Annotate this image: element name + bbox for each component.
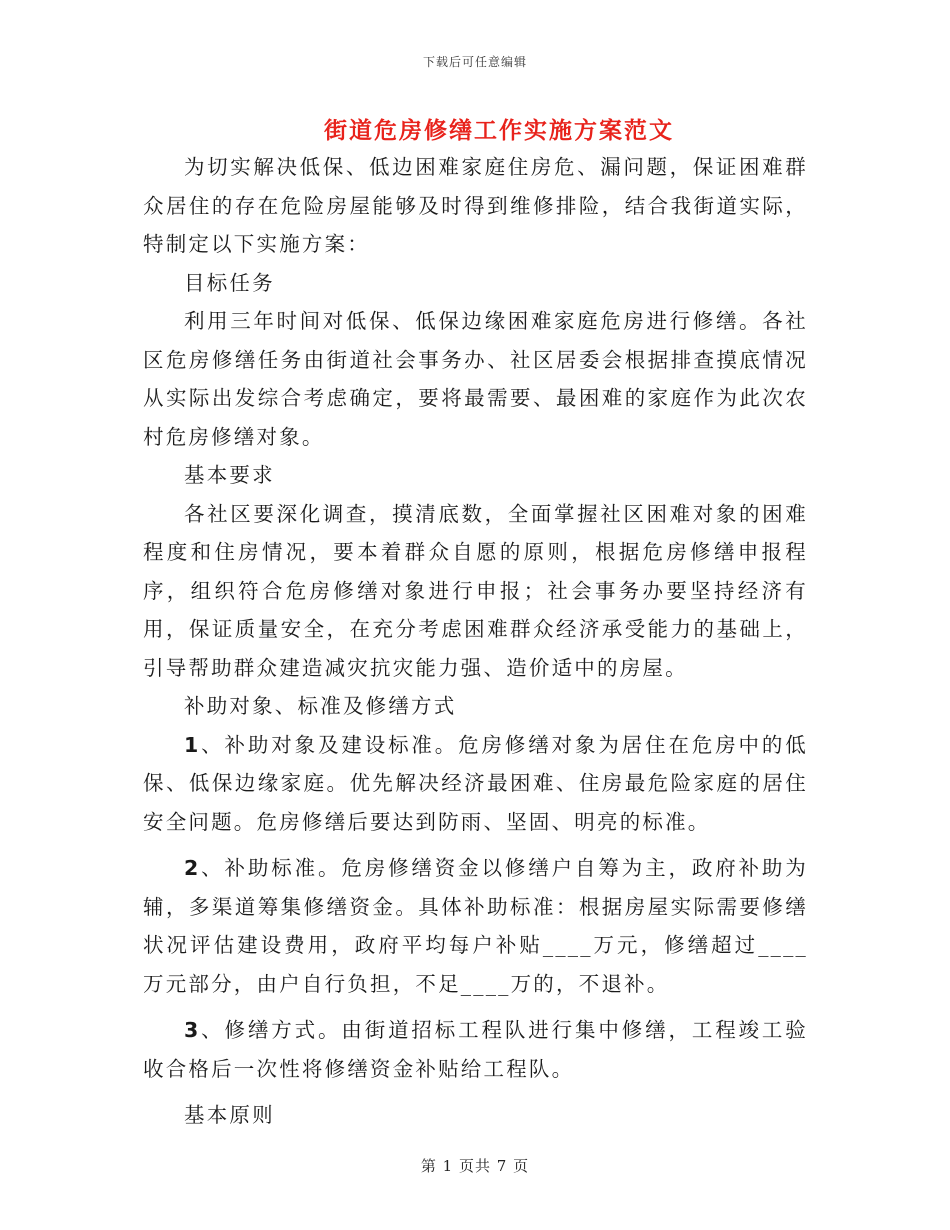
intro-paragraph: 为切实解决低保、低边困难家庭住房危、漏问题，保证困难群众居住的存在危险房屋能够及时得到维修排险，结合我街道实际，特制定以下实施方案： xyxy=(143,155,808,256)
item-text: 、补助标准。危房修缮资金以修缮户自筹为主，政府补助为辅，多渠道筹集修缮资金。具体补助标准：根据房屋实际需要修缮状况评估建设费用，政府平均每户补贴____万元，修缮超过____万元部分，由户自行负担，不足____万的，不退补。 xyxy=(143,856,808,996)
item-number: 1 xyxy=(184,732,201,757)
item-text: 、修缮方式。由街道招标工程队进行集中修缮，工程竣工验收合格后一次性将修缮资金补贴给工程队。 xyxy=(143,1018,808,1081)
document-title: 街道危房修缮工作实施方案范文 xyxy=(324,117,674,144)
section-heading-principles: 基本原则 xyxy=(184,1103,275,1127)
requirements-paragraph: 各社区要深化调查，摸清底数，全面掌握社区困难对象的困难程度和住房情况，要本着群众自愿的原则，根据危房修缮申报程序，组织符合危房修缮对象进行申报；社会事务办要坚持经济有用，保证质量安全，在充分考虑困难群众经济承受能力的基础上，引导帮助群众建造减灾抗灾能力强、造价适中的房屋。 xyxy=(143,501,808,680)
item-number: 2 xyxy=(184,856,201,880)
subsidy-item-3 xyxy=(143,1011,808,1088)
section-heading-requirements: 基本要求 xyxy=(184,463,275,487)
section-heading-goal: 目标任务 xyxy=(184,270,275,295)
item-text: 、补助对象及建设标准。危房修缮对象为居住在危房中的低保、低保边缘家庭。优先解决经济最困难、住房最危险家庭的居住安全问题。危房修缮后要达到防雨、坚固、明亮的标准。 xyxy=(143,732,808,834)
subsidy-item-1 xyxy=(143,726,808,842)
section-heading-subsidy: 补助对象、标准及修缮方式 xyxy=(184,694,457,718)
header-note: 下载后可任意编辑 xyxy=(422,55,527,69)
goal-paragraph: 利用三年时间对低保、低保边缘困难家庭危房进行修缮。各社区危房修缮任务由街道社会事务办、社区居委会根据排查摸底情况从实际出发综合考虑确定，要将最需要、最困难的家庭作为此次农村危房修缮对象。 xyxy=(143,309,808,449)
item-number: 3 xyxy=(184,1018,201,1042)
page-footer: 第 1 页共 7 页 xyxy=(420,1157,530,1175)
document-body xyxy=(143,148,808,1135)
subsidy-item-2 xyxy=(143,849,808,1003)
